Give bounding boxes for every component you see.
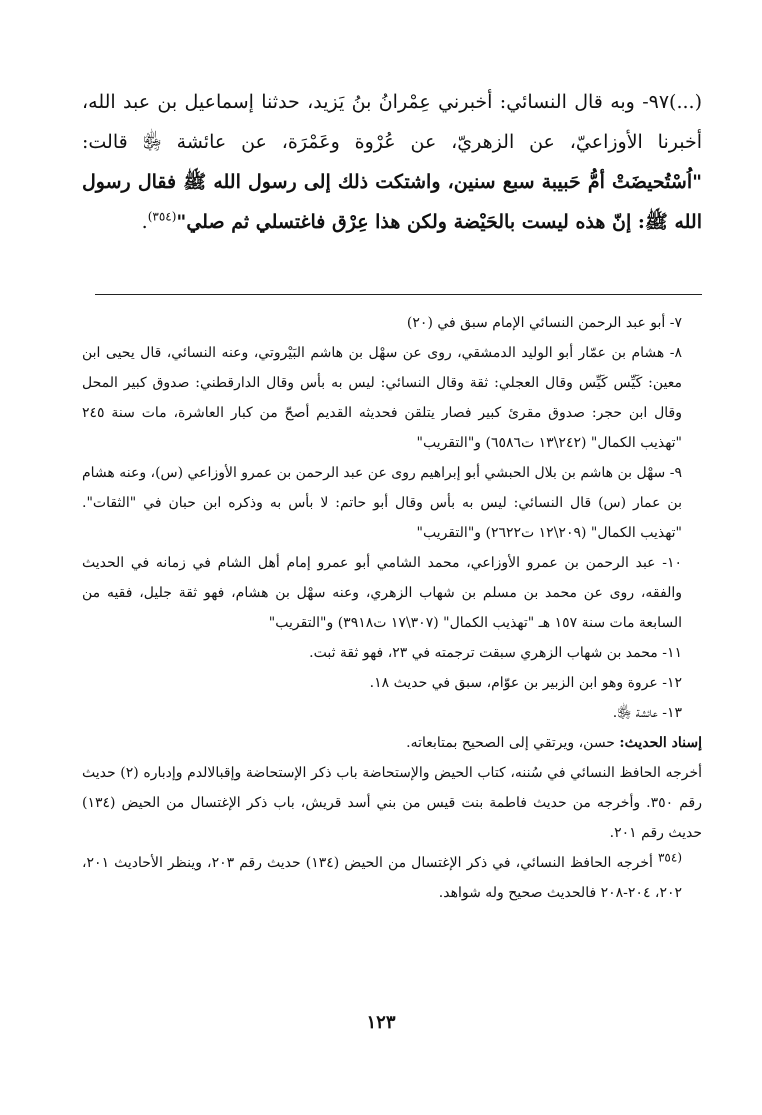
hadith-matn: "اُسْتُحيضَتْ أمُّ حَبيبة سبع سنين، واشتكت ذلك إلى رسول الله ﷺ فقال رسول الله ﷺ: إنّ هذه ليست بالحَيْضة ولكن هذا عِرْق فاغتسلي ثم صلي": [82, 171, 702, 233]
takhrij: أخرجه الحافظ النسائي في سُننه، كتاب الحيض والإستحاضة باب ذكر الإستحاضة وإقبالالدم وإدباره (٢) حديث رقم ٣٥٠. وأخرجه من حديث فاطمة بنت قيس من بني أسد قريش، باب ذكر الإغتسال من الحيض (١٣٤) حديث رقم ٢٠١.: [82, 765, 703, 841]
main-text: [82, 82, 702, 242]
note-11: ١١- محمد بن شهاب الزهري سبقت ترجمته في ٢٣، فهو ثقة ثبت.: [309, 645, 682, 661]
end-mark: .: [141, 211, 148, 233]
note-8: ٨- هشام بن عمّار أبو الوليد الدمشقي، روى عن سهْل بن هاشم البَيْروتي، وعنه النسائي، قال يحيى ابن معين: كَيِّس كَيِّس وقال العجلي: ثقة وقال النسائي: ليس به بأس وقال الدارقطني: صدوق كبير المحل وقال ابن حجر: صدوق مقرئ كبير فصار يتلقن فحديثه القديم أصحّ من كبار العاشرة، مات سنة ٢٤٥ "تهذيب الكمال" (٢٤٢\١٣ ت٦٥٨٦) و"التقريب": [82, 345, 682, 451]
note-7: ٧- أبو عبد الرحمن النسائي الإمام سبق في (٢٠): [406, 315, 682, 331]
isnad-chain: (...)٩٧- وبه قال النسائي: أخبرني عِمْرانُ بنُ يَزيد، حدثنا إسماعيل بن عبد الله، أخبرنا الأوزاعيّ، عن الزهريّ، عن عُرْوة وعَمْرَة، عن عائشة ﵂ قالت:: [82, 91, 702, 153]
footnote-number: (٣٥٤: [657, 850, 682, 865]
note-10: ١٠- عبد الرحمن بن عمرو الأوزاعي، محمد الشامي أبو عمرو إمام أهل الشام في زمانه في الحديث والفقه، روى عن محمد بن مسلم بن شهاب الزهري، وعنه سهْل بن هشام، فهو ثقة جليل، فقيه من السابعة مات سنة ١٥٧ هـ "تهذيب الكمال" (٣٠٧\١٧ ت٣٩١٨) و"التقريب": [82, 555, 682, 631]
footnote-ref: (٣٥٤): [147, 209, 177, 224]
note-12: ١٢- عروة وهو ابن الزبير بن عوّام، سبق في حديث ١٨.: [369, 675, 682, 691]
footnote-354: [82, 848, 702, 908]
isnad-text: حسن، ويرتقي إلى الصحيح بمتابعاته.: [406, 735, 620, 751]
footnote-divider: [95, 294, 702, 295]
notes-section: [82, 308, 702, 908]
isnad-label: إسناد الحديث:: [619, 735, 702, 751]
note-13: ١٣- عائشة ﵂.: [612, 705, 682, 721]
footnote-text: أخرجه الحافظ النسائي، في ذكر الإغتسال من الحيض (١٣٤) حديث رقم ٢٠٣، وينظر الأحاديث ٢٠١، ٢٠٢، ٢٠٤-٢٠٨ فالحديث صحيح وله شواهد.: [82, 855, 682, 901]
page-number: ١٢٣: [366, 1012, 396, 1033]
note-9: ٩- سهْل بن هاشم بن بلال الحبشي أبو إبراهيم روى عن عبد الرحمن بن عمرو الأوزاعي (س)، وعنه هشام بن عمار (س) قال النسائي: ليس به بأس وقال أبو حاتم: لا بأس به وذكره ابن حبان في "الثقات". "تهذيب الكمال" (٢٠٩\١٢ ت٢٦٢٢) و"التقريب": [82, 465, 682, 541]
isnad-grade: [82, 728, 702, 758]
hadith-paragraph: [82, 82, 702, 242]
